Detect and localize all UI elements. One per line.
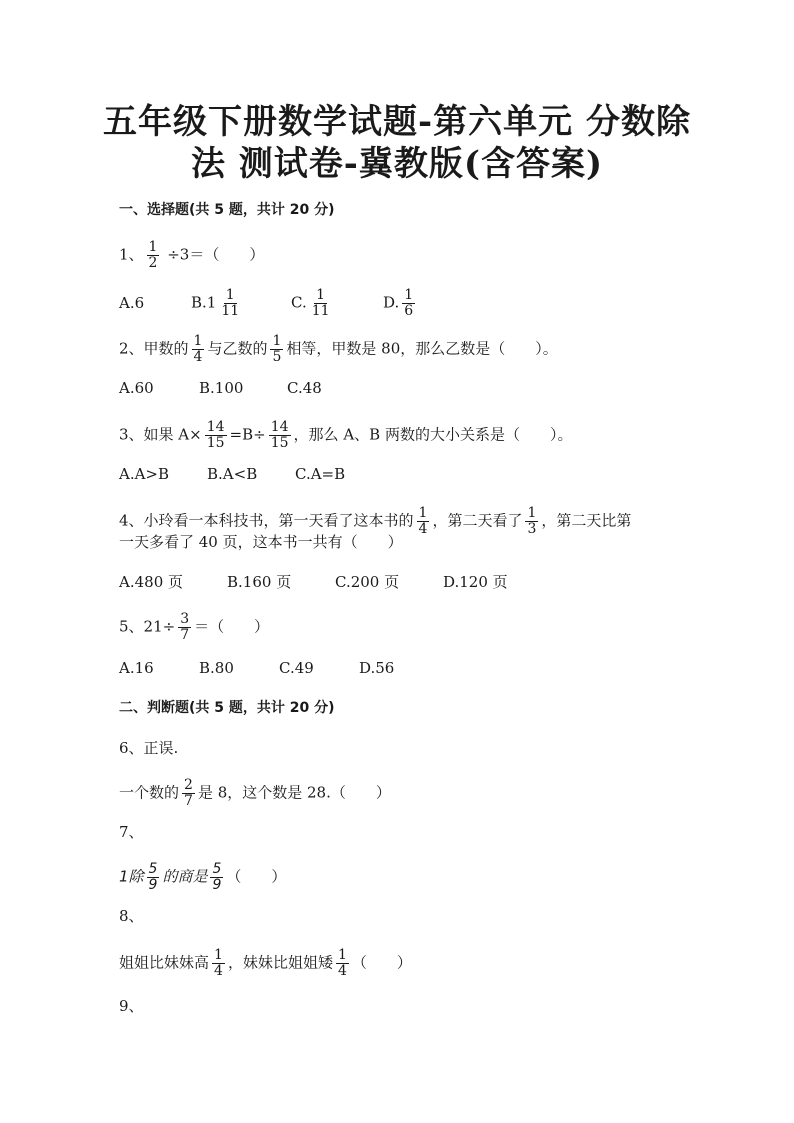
fraction: $\frac{5}{9}$ bbox=[212, 861, 222, 893]
option-d[interactable]: D. $\frac{1}{6}$ bbox=[383, 287, 414, 319]
question-5: 5、21÷ $\frac{3}{7}$ ＝（ ） bbox=[119, 611, 270, 643]
question-4-options bbox=[119, 572, 508, 592]
question-1-options bbox=[119, 288, 418, 319]
option-c[interactable]: C.48 bbox=[287, 379, 322, 397]
fraction: $\frac{14}{15}$ bbox=[270, 419, 289, 451]
option-c[interactable]: C. $\frac{1}{11}$ bbox=[291, 287, 330, 319]
option-a[interactable]: A.6 bbox=[119, 293, 145, 312]
option-a[interactable]: A.16 bbox=[119, 659, 154, 677]
option-c[interactable]: C.49 bbox=[279, 659, 314, 677]
question-6: 一个数的 $\frac{2}{7}$ 是 8，这个数是 28.（ ） bbox=[119, 777, 391, 809]
question-3: 3、如果 A× $\frac{14}{15}$ =B÷ $\frac{14}{15}$ ，那么 A、B 两数的大小关系是（ ）。 bbox=[119, 419, 573, 451]
question-1 bbox=[119, 240, 264, 271]
fraction: $\frac{1}{4}$ bbox=[193, 333, 203, 365]
fraction: $\frac{1}{3}$ bbox=[527, 505, 537, 537]
question-8-number: 8、 bbox=[119, 907, 144, 925]
question-7: 1除 $\frac{5}{9}$ 的商是 $\frac{5}{9}$ （ ） bbox=[119, 861, 287, 893]
fraction: $\frac{1}{5}$ bbox=[272, 333, 282, 365]
fraction: $\frac{5}{9}$ bbox=[148, 861, 158, 893]
question-7-number: 7、 bbox=[119, 823, 144, 841]
fraction: $\frac{1}{2}$ bbox=[148, 239, 158, 271]
fraction: $\frac{1}{6}$ bbox=[404, 287, 414, 319]
question-2: 2、甲数的 $\frac{1}{4}$ 与乙数的 $\frac{1}{5}$ 相等，甲数是 80，那么乙数是（ ）。 bbox=[119, 333, 558, 365]
fraction: $\frac{1}{4}$ bbox=[418, 505, 428, 537]
option-b[interactable]: B.1 $\frac{1}{11}$ bbox=[191, 287, 240, 319]
question-number: 1、 bbox=[119, 245, 144, 264]
fraction: $\frac{1}{11}$ bbox=[221, 287, 240, 319]
option-b[interactable]: B.100 bbox=[199, 379, 244, 397]
page-title-line-2: 法 测试卷-冀教版(含答案) bbox=[190, 144, 604, 184]
fraction: $\frac{1}{4}$ bbox=[214, 947, 223, 979]
fraction: $\frac{2}{7}$ bbox=[184, 777, 193, 809]
option-a[interactable]: A.60 bbox=[119, 379, 154, 397]
option-a[interactable]: A.480 页 bbox=[119, 573, 183, 591]
section-heading-choice: 一、选择题(共 5 题，共计 20 分) bbox=[119, 202, 335, 218]
fraction: $\frac{14}{15}$ bbox=[206, 419, 225, 451]
question-3-options bbox=[119, 464, 345, 484]
question-5-options bbox=[119, 658, 394, 678]
question-8: 姐姐比妹妹高 $\frac{1}{4}$ ，妹妹比姐姐矮 $\frac{1}{4}$ （ ） bbox=[119, 947, 412, 979]
question-4-line-2: 一天多看了 40 页，这本书一共有（ ） bbox=[119, 533, 403, 551]
option-d[interactable]: D.120 页 bbox=[443, 573, 508, 591]
question-text: ÷3＝（ ） bbox=[162, 245, 265, 264]
fraction: $\frac{1}{11}$ bbox=[311, 287, 330, 319]
question-9-number: 9、 bbox=[119, 997, 144, 1015]
question-6-number: 6、正误. bbox=[119, 739, 179, 757]
option-b[interactable]: B.160 页 bbox=[227, 573, 292, 591]
option-c[interactable]: C.200 页 bbox=[335, 573, 400, 591]
question-4: 4、小玲看一本科技书，第一天看了这本书的 $\frac{1}{4}$ ，第二天看了 $\frac{1}{3}$ ，第二天比第 bbox=[119, 505, 632, 537]
option-c[interactable]: C.A=B bbox=[295, 465, 346, 483]
fraction: $\frac{1}{4}$ bbox=[337, 947, 347, 979]
option-d[interactable]: D.56 bbox=[359, 659, 395, 677]
fraction: $\frac{3}{7}$ bbox=[180, 611, 190, 643]
page-title-line-1: 五年级下册数学试题-第六单元 分数除 bbox=[103, 102, 691, 142]
option-a[interactable]: A.A>B bbox=[119, 465, 170, 483]
section-heading-judgement: 二、判断题(共 5 题，共计 20 分) bbox=[119, 700, 335, 716]
option-b[interactable]: B.A<B bbox=[207, 465, 258, 483]
option-b[interactable]: B.80 bbox=[199, 659, 234, 677]
question-2-options bbox=[119, 378, 322, 398]
